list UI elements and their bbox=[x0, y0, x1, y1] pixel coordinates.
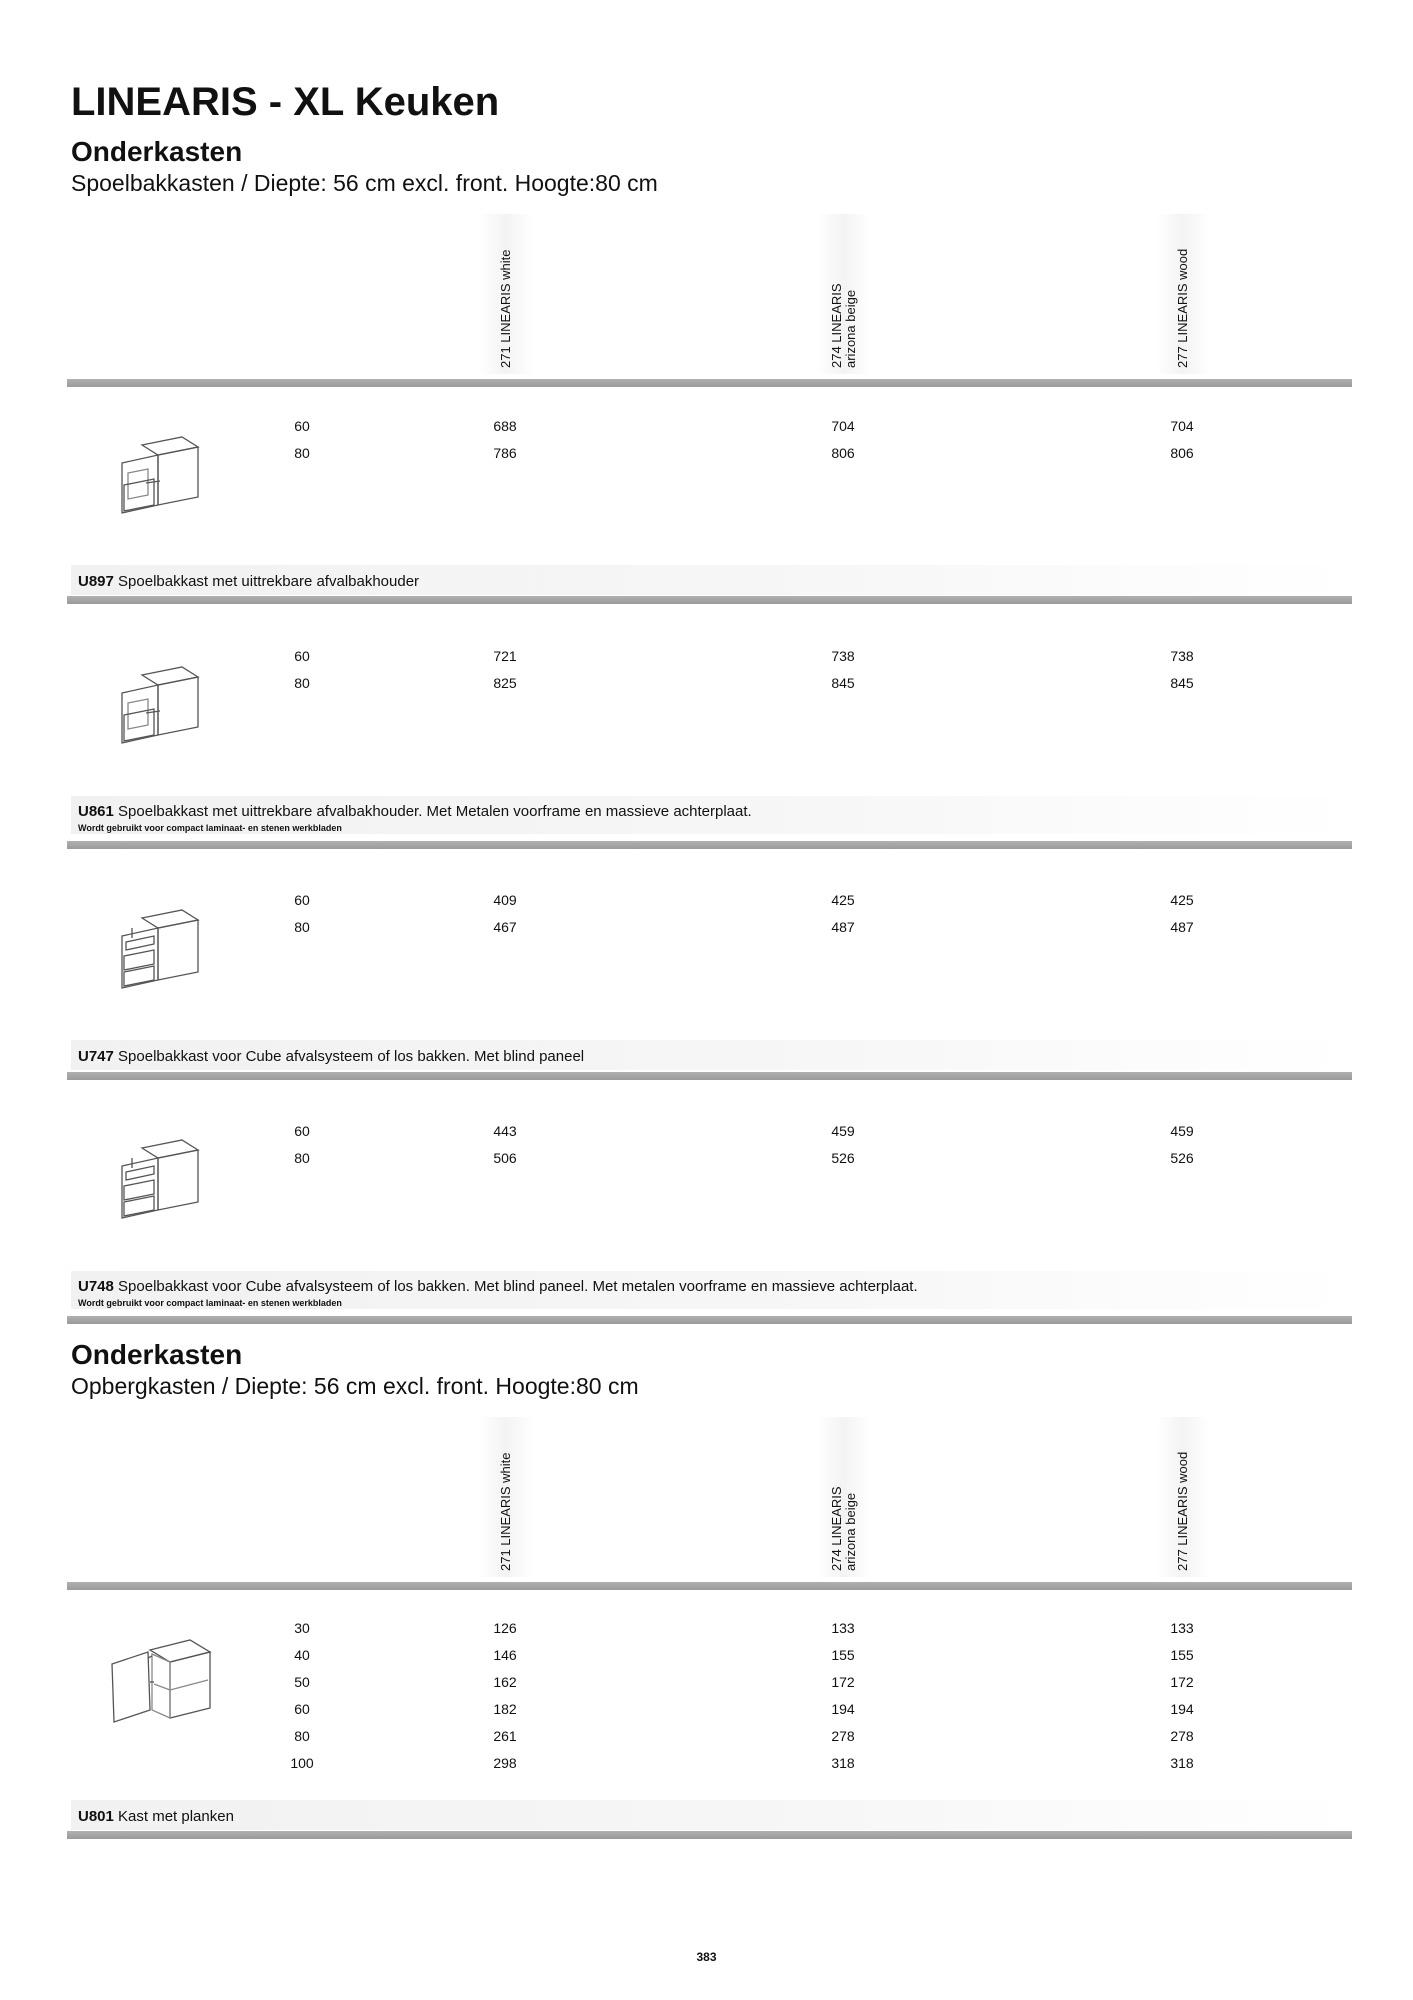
product-description-u747 bbox=[78, 1048, 584, 1065]
product-text: Spoelbakkast voor Cube afvalsysteem of los bakken. Met blind paneel. Met metalen voorframe en massieve achterplaat. bbox=[118, 1278, 918, 1295]
price-cell: 704 bbox=[1170, 418, 1194, 434]
product-text: Spoelbakkast met uittrekbare afvalbakhouder bbox=[118, 573, 420, 590]
price-cell: 845 bbox=[831, 675, 855, 691]
product-text: Spoelbakkast voor Cube afvalsysteem of los bakken. Met blind paneel bbox=[118, 1048, 585, 1065]
section1-subtitle: Spoelbakkasten / Diepte: 56 cm excl. front. Hoogte:80 cm bbox=[71, 170, 658, 196]
product-description-u861 bbox=[78, 803, 752, 820]
price-cell: 194 bbox=[1170, 1701, 1194, 1717]
size-cell: 60 bbox=[294, 892, 310, 908]
sink-cabinet-cube-icon bbox=[118, 908, 206, 1000]
product-code: U861 bbox=[78, 803, 114, 820]
section1-heading: Onderkasten bbox=[71, 136, 243, 167]
price-cell: 155 bbox=[1170, 1647, 1194, 1663]
product-text: Kast met planken bbox=[118, 1808, 234, 1825]
price-cell: 126 bbox=[493, 1620, 517, 1636]
price-cell: 704 bbox=[831, 418, 855, 434]
size-cell: 80 bbox=[294, 1728, 310, 1744]
product-code: U897 bbox=[78, 573, 114, 590]
column-label-277: 277 LINEARIS wood bbox=[1175, 1451, 1190, 1571]
sink-cabinet-pullout-frame-icon bbox=[118, 665, 206, 755]
product-divider bbox=[67, 841, 1352, 849]
price-cell: 688 bbox=[493, 418, 517, 434]
product-text: Spoelbakkast met uittrekbare afvalbakhouder. Met Metalen voorframe en massieve achterplaat. bbox=[118, 803, 752, 820]
price-cell: 443 bbox=[493, 1123, 517, 1139]
product-code: U747 bbox=[78, 1048, 114, 1065]
size-cell: 30 bbox=[294, 1620, 310, 1636]
price-cell: 467 bbox=[493, 919, 517, 935]
size-cell: 50 bbox=[294, 1674, 310, 1690]
column-label-274: 274 LINEARIS arizona beige bbox=[829, 1486, 858, 1571]
sink-cabinet-pullout-icon bbox=[118, 435, 206, 525]
sink-cabinet-cube-frame-icon bbox=[118, 1138, 206, 1230]
price-cell: 738 bbox=[1170, 648, 1194, 664]
column-header-274 bbox=[817, 214, 871, 374]
size-cell: 80 bbox=[294, 445, 310, 461]
price-cell: 459 bbox=[1170, 1123, 1194, 1139]
product-divider bbox=[67, 596, 1352, 604]
section2-subtitle: Opbergkasten / Diepte: 56 cm excl. front. Hoogte:80 cm bbox=[71, 1373, 639, 1399]
price-cell: 146 bbox=[493, 1647, 517, 1663]
product-divider bbox=[67, 1316, 1352, 1324]
column-label-277: 277 LINEARIS wood bbox=[1175, 248, 1190, 368]
price-cell: 506 bbox=[493, 1150, 517, 1166]
size-cell: 60 bbox=[294, 1123, 310, 1139]
column-label-271: 271 LINEARIS white bbox=[498, 249, 513, 368]
product-divider bbox=[67, 1072, 1352, 1080]
price-cell: 278 bbox=[1170, 1728, 1194, 1744]
column-header-271 bbox=[479, 1417, 533, 1577]
size-cell: 60 bbox=[294, 1701, 310, 1717]
column-header-271 bbox=[479, 214, 533, 374]
product-description-u748 bbox=[78, 1278, 918, 1295]
size-cell: 80 bbox=[294, 919, 310, 935]
price-cell: 261 bbox=[493, 1728, 517, 1744]
column-label-271: 271 LINEARIS white bbox=[498, 1452, 513, 1571]
section2-heading: Onderkasten bbox=[71, 1339, 243, 1370]
price-cell: 786 bbox=[493, 445, 517, 461]
column-header-274 bbox=[817, 1417, 871, 1577]
price-cell: 155 bbox=[831, 1647, 855, 1663]
price-cell: 172 bbox=[1170, 1674, 1194, 1690]
product-code: U801 bbox=[78, 1808, 114, 1825]
price-cell: 162 bbox=[493, 1674, 517, 1690]
price-cell: 487 bbox=[1170, 919, 1194, 935]
column-header-277 bbox=[1156, 214, 1210, 374]
price-cell: 182 bbox=[493, 1701, 517, 1717]
size-cell: 100 bbox=[290, 1755, 314, 1771]
header-divider bbox=[67, 1582, 1352, 1590]
product-note: Wordt gebruikt voor compact laminaat- en stenen werkbladen bbox=[78, 1298, 342, 1308]
description-bar bbox=[71, 1800, 1352, 1830]
price-cell: 526 bbox=[831, 1150, 855, 1166]
product-divider bbox=[67, 1831, 1352, 1839]
price-cell: 806 bbox=[1170, 445, 1194, 461]
price-cell: 318 bbox=[1170, 1755, 1194, 1771]
price-cell: 194 bbox=[831, 1701, 855, 1717]
price-cell: 526 bbox=[1170, 1150, 1194, 1166]
price-cell: 425 bbox=[1170, 892, 1194, 908]
product-code: U748 bbox=[78, 1278, 114, 1295]
price-cell: 172 bbox=[831, 1674, 855, 1690]
price-cell: 845 bbox=[1170, 675, 1194, 691]
size-cell: 80 bbox=[294, 1150, 310, 1166]
price-cell: 133 bbox=[831, 1620, 855, 1636]
price-cell: 825 bbox=[493, 675, 517, 691]
product-description-u801 bbox=[78, 1808, 234, 1825]
column-label-274: 274 LINEARIS arizona beige bbox=[829, 283, 858, 368]
price-cell: 298 bbox=[493, 1755, 517, 1771]
price-cell: 425 bbox=[831, 892, 855, 908]
page-number: 383 bbox=[696, 1950, 717, 1964]
shelf-cabinet-icon bbox=[108, 1638, 218, 1730]
header-divider bbox=[67, 379, 1352, 387]
price-cell: 409 bbox=[493, 892, 517, 908]
price-cell: 738 bbox=[831, 648, 855, 664]
price-cell: 487 bbox=[831, 919, 855, 935]
price-cell: 806 bbox=[831, 445, 855, 461]
price-cell: 133 bbox=[1170, 1620, 1194, 1636]
size-cell: 60 bbox=[294, 648, 310, 664]
price-cell: 721 bbox=[493, 648, 517, 664]
size-cell: 40 bbox=[294, 1647, 310, 1663]
product-note: Wordt gebruikt voor compact laminaat- en stenen werkbladen bbox=[78, 823, 342, 833]
price-cell: 278 bbox=[831, 1728, 855, 1744]
product-description-u897 bbox=[78, 573, 419, 590]
column-header-277 bbox=[1156, 1417, 1210, 1577]
price-cell: 318 bbox=[831, 1755, 855, 1771]
size-cell: 60 bbox=[294, 418, 310, 434]
size-cell: 80 bbox=[294, 675, 310, 691]
price-cell: 459 bbox=[831, 1123, 855, 1139]
page-title: LINEARIS - XL Keuken bbox=[71, 80, 500, 124]
